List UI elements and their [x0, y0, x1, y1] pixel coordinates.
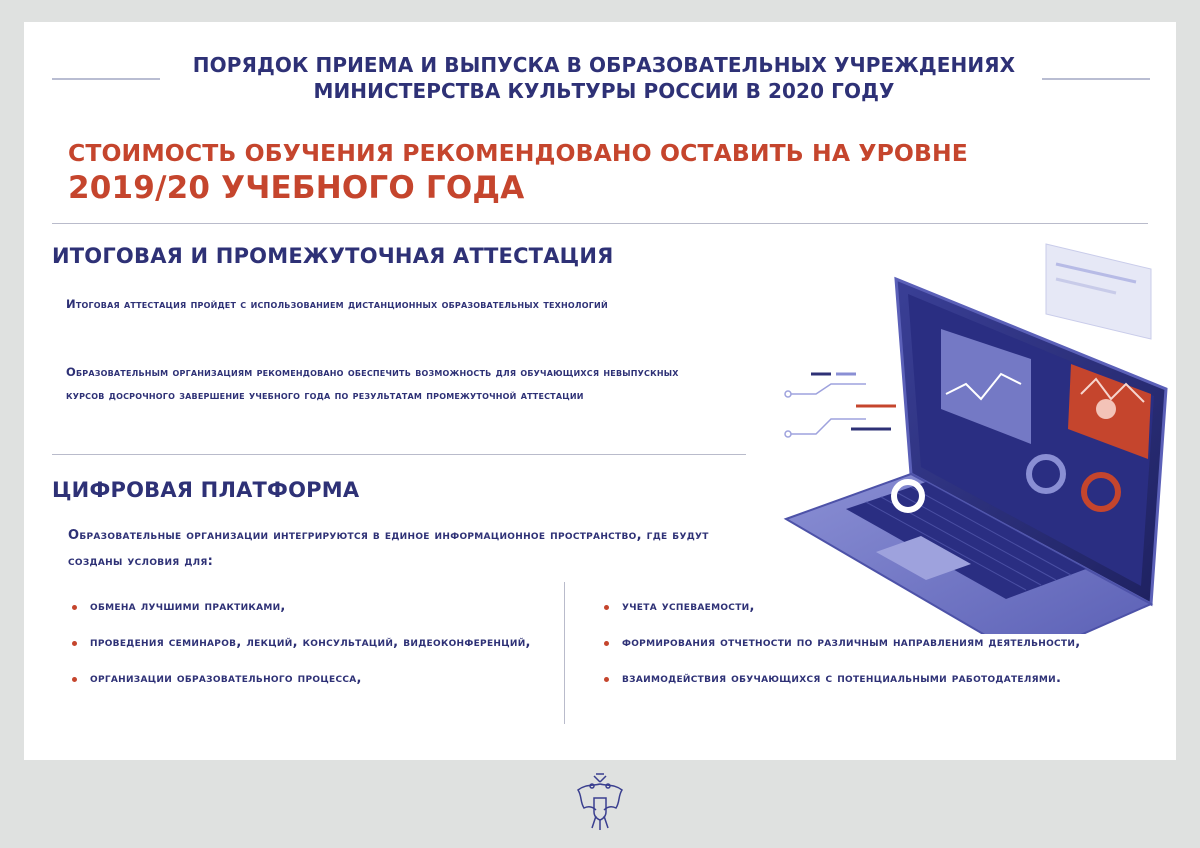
list-item: организации образовательного процесса,: [68, 666, 538, 692]
header-line-left: [52, 78, 160, 80]
page-title-line1: ПОРЯДОК ПРИЕМА И ВЫПУСКА В ОБРАЗОВАТЕЛЬНЫХ УЧРЕЖДЕНИЯХ: [192, 53, 1016, 77]
bullet-dot-icon: [604, 677, 609, 682]
platform-intro: Образовательные организации интегрируются в единое информационное пространство, где будут созданы условия для:: [68, 528, 709, 569]
bullet-dot-icon: [72, 641, 77, 646]
subheading-line2: 2019/20 УЧЕБНОГО ГОДА: [68, 170, 525, 206]
list-column-divider: [564, 582, 565, 724]
bullet-dot-icon: [72, 605, 77, 610]
list-item: формирования отчетности по различным направлениям деятельности,: [600, 630, 1160, 656]
laptop-illustration-icon: [756, 234, 1176, 634]
divider-middle: [52, 454, 746, 455]
attestation-para-1: Итоговая аттестация пройдет с использованием дистанционных образовательных технологий: [66, 297, 608, 311]
attestation-title: ИТОГОВАЯ И ПРОМЕЖУТОЧНАЯ АТТЕСТАЦИЯ: [52, 244, 614, 268]
divider-top: [52, 223, 1148, 224]
list-item: учета успеваемости,: [600, 594, 1160, 620]
bullet-dot-icon: [604, 641, 609, 646]
infographic-card: [24, 22, 1176, 760]
platform-title: ЦИФРОВАЯ ПЛАТФОРМА: [52, 478, 360, 502]
bullet-dot-icon: [604, 605, 609, 610]
attestation-para-2: Образовательным организациям рекомендовано обеспечить возможность для обучающихся невыпускных курсов досрочного завершение учебного года по результатам промежуточной аттестации: [66, 365, 679, 402]
list-item: обмена лучшими практиками,: [68, 594, 538, 620]
tuition-subheading: [68, 137, 968, 207]
page-title: [174, 52, 1034, 104]
list-item: проведения семинаров, лекций, консультаций, видеоконференций,: [68, 630, 538, 656]
bullet-dot-icon: [72, 677, 77, 682]
header-line-right: [1042, 78, 1150, 80]
subheading-line1: СТОИМОСТЬ ОБУЧЕНИЯ РЕКОМЕНДОВАНО ОСТАВИТЬ НА УРОВНЕ: [68, 139, 968, 167]
page-title-line2: МИНИСТЕРСТВА КУЛЬТУРЫ РОССИИ В 2020 ГОДУ: [313, 79, 895, 103]
coat-of-arms-icon: [570, 772, 630, 836]
platform-list-left: [68, 594, 538, 692]
list-item: взаимодействия обучающихся с потенциальными работодателями.: [600, 666, 1160, 692]
